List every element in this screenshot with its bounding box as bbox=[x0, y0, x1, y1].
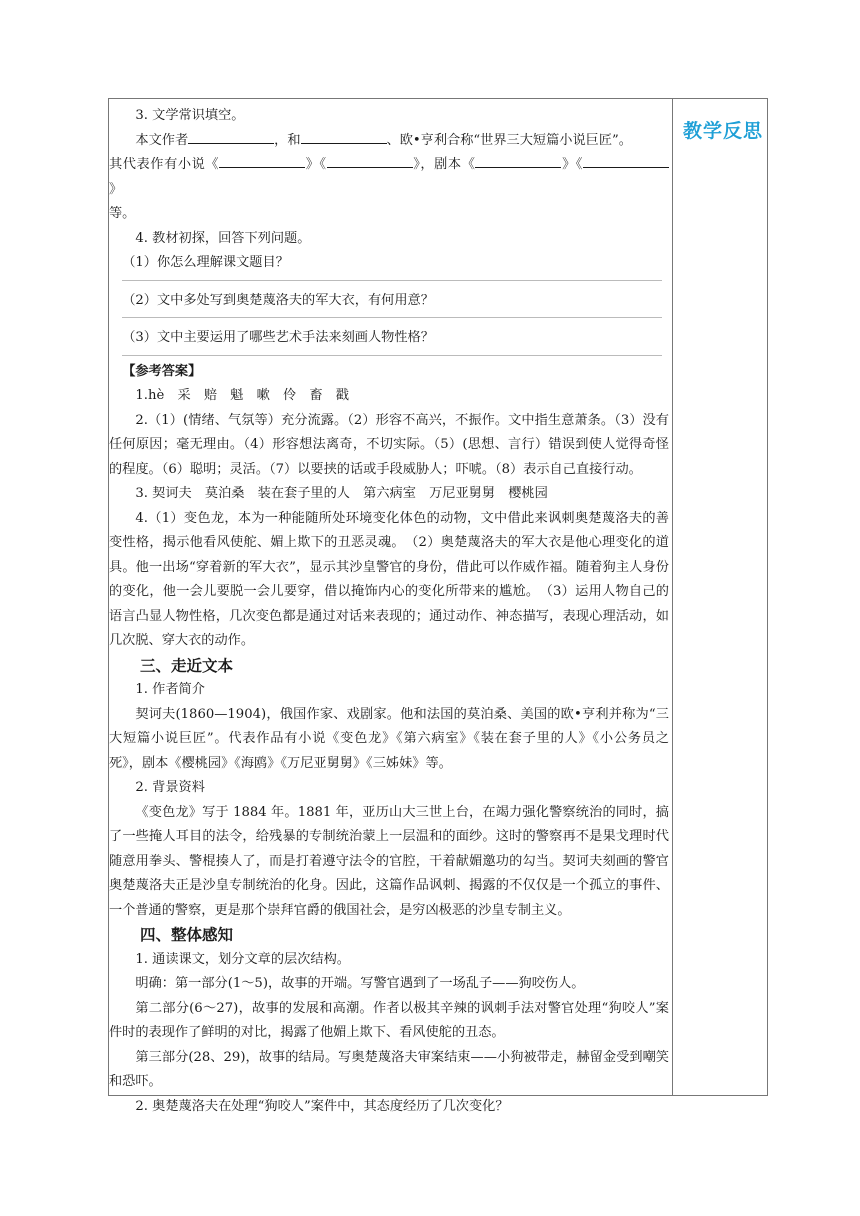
question-3-line-3: 等。 bbox=[109, 206, 136, 221]
answer-1: 1.hè 采 赔 魁 嗽 伶 畜 戳 bbox=[135, 388, 349, 403]
question-3-line-1: 本文作者 ，和 、欧•亨利合称“世界三大短篇小说巨匠”。 bbox=[109, 129, 669, 154]
question-4-3: （3）文中主要运用了哪些艺术手法来刻画人物性格？ bbox=[122, 330, 434, 345]
blank-author[interactable] bbox=[188, 129, 274, 144]
answer-3: 3. 契诃夫 莫泊桑 装在套子里的人 第六病室 万尼亚舅舅 樱桃园 bbox=[135, 486, 548, 501]
question-3-line-2: 其代表作有小说《 》《 》，剧本《 》《》 bbox=[109, 153, 669, 202]
section-4-sub-1: 1. 通读课文，划分文章的层次结构。 bbox=[135, 951, 350, 967]
background-info: 《变色龙》写于 1884 年。1881 年，亚历山大三世上台，在竭力强化警察统治的同时，搞了一些掩人耳目的法令，给残暴的专制统治蒙上一层温和的面纱。这时的警察再不是果戈理时代随意用拳头、警棍揍人了，而是打着遵守法令的官腔，干着献媚邀功的勾当。契诃夫刻画的警官奥楚蔑洛夫正是沙皇专制统治的化身。因此，这篇作品讽刺、揭露的不仅仅是一个孤立的事件、一个普通的警察，更是那个崇拜官爵的俄国社会，是穷凶极恶的沙皇专制主义。 bbox=[109, 804, 669, 918]
answer-2: 2.（1）(情绪、气氛等）充分流露。（2）形容不高兴，不振作。文中指生意萧条。（3）没有任何原因；毫无理由。（4）形容想法离奇，不切实际。（5）(思想、言行）错误到使人觉得奇怪的程度。（6）聪明；灵活。（7）以要挟的话或手段威胁人；吓唬。（8）表示自己直接行动。 bbox=[109, 412, 669, 477]
section-4-title: 四、整体感知 bbox=[140, 926, 234, 944]
section-3-sub-2: 2. 背景资料 bbox=[135, 780, 205, 795]
blank-play-1[interactable] bbox=[475, 153, 561, 168]
answer-line-3[interactable] bbox=[122, 355, 662, 356]
blank-novel-2[interactable] bbox=[327, 153, 413, 168]
blank-peer-author[interactable] bbox=[301, 129, 387, 144]
question-4-heading: 4. 教材初探，回答下列问题。 bbox=[135, 230, 311, 246]
answers-heading: 【参考答案】 bbox=[122, 363, 202, 379]
answer-line-1[interactable] bbox=[122, 280, 662, 281]
answer-4: 4.（1）变色龙，本为一种能随所处环境变化体色的动物，文中借此来讽刺奥楚蔑洛夫的善变性格，揭示他看风使舵、媚上欺下的丑恶灵魂。 （2）奥楚蔑洛夫的军大衣是他心理变化的道具。他一出场“穿着新的军大衣”，显示其沙皇警官的身份，借此可以作威作福。随着狗主人身份的变化，他一会儿要脱一会儿要穿，借以掩饰内心的变化所带来的尴尬。 （3）运用人物自己的语言凸显人物性格，几次变色都是通过对话来表现的；通过动作、神态描写，表现心理活动，如几次脱、穿大衣的动作。 bbox=[109, 510, 669, 648]
author-intro: 契诃夫(1860—1904)，俄国作家、戏剧家。他和法国的莫泊桑、美国的欧•亨利并称为“三大短篇小说巨匠”。代表作品有小说《变色龙》《第六病室》《装在套子里的人》《小公务员之死》，剧本《樱桃园》《海鸥》《万尼亚舅舅》《三姊妹》等。 bbox=[109, 706, 669, 771]
question-3-heading: 3. 文学常识填空。 bbox=[135, 108, 245, 123]
blank-novel-1[interactable] bbox=[219, 153, 305, 168]
teaching-reflection-column bbox=[672, 98, 767, 1096]
structure-part-3: 第三部分(28、29)，故事的结局。写奥楚蔑洛夫审案结束——小狗被带走，赫留金受到嘲笑和恐吓。 bbox=[109, 1049, 669, 1089]
teaching-reflection-title: 教学反思 bbox=[683, 120, 764, 142]
section-3-title: 三、走近文本 bbox=[140, 656, 234, 675]
question-4-2: （2）文中多处写到奥楚蔑洛夫的军大衣，有何用意？ bbox=[122, 292, 434, 308]
section-4-sub-2: 2. 奥楚蔑洛夫在处理“狗咬人”案件中，其态度经历了几次变化？ bbox=[135, 1098, 509, 1114]
structure-part-2: 第二部分(6～27)，故事的发展和高潮。作者以极其辛辣的讽刺手法对警官处理“狗咬人”案件时的表现作了鲜明的对比，揭露了他媚上欺下、看风使舵的丑态。 bbox=[109, 1000, 669, 1040]
structure-part-1: 明确：第一部分(1～5)，故事的开端。写警官遇到了一场乱子——狗咬伤人。 bbox=[135, 976, 585, 991]
answer-line-2[interactable] bbox=[122, 317, 662, 318]
document-page bbox=[108, 98, 768, 1114]
section-3-sub-1: 1. 作者简介 bbox=[135, 682, 205, 697]
question-4-1: （1）你怎么理解课文题目？ bbox=[122, 255, 289, 270]
blank-play-2[interactable] bbox=[583, 153, 669, 168]
main-content bbox=[109, 104, 669, 1119]
